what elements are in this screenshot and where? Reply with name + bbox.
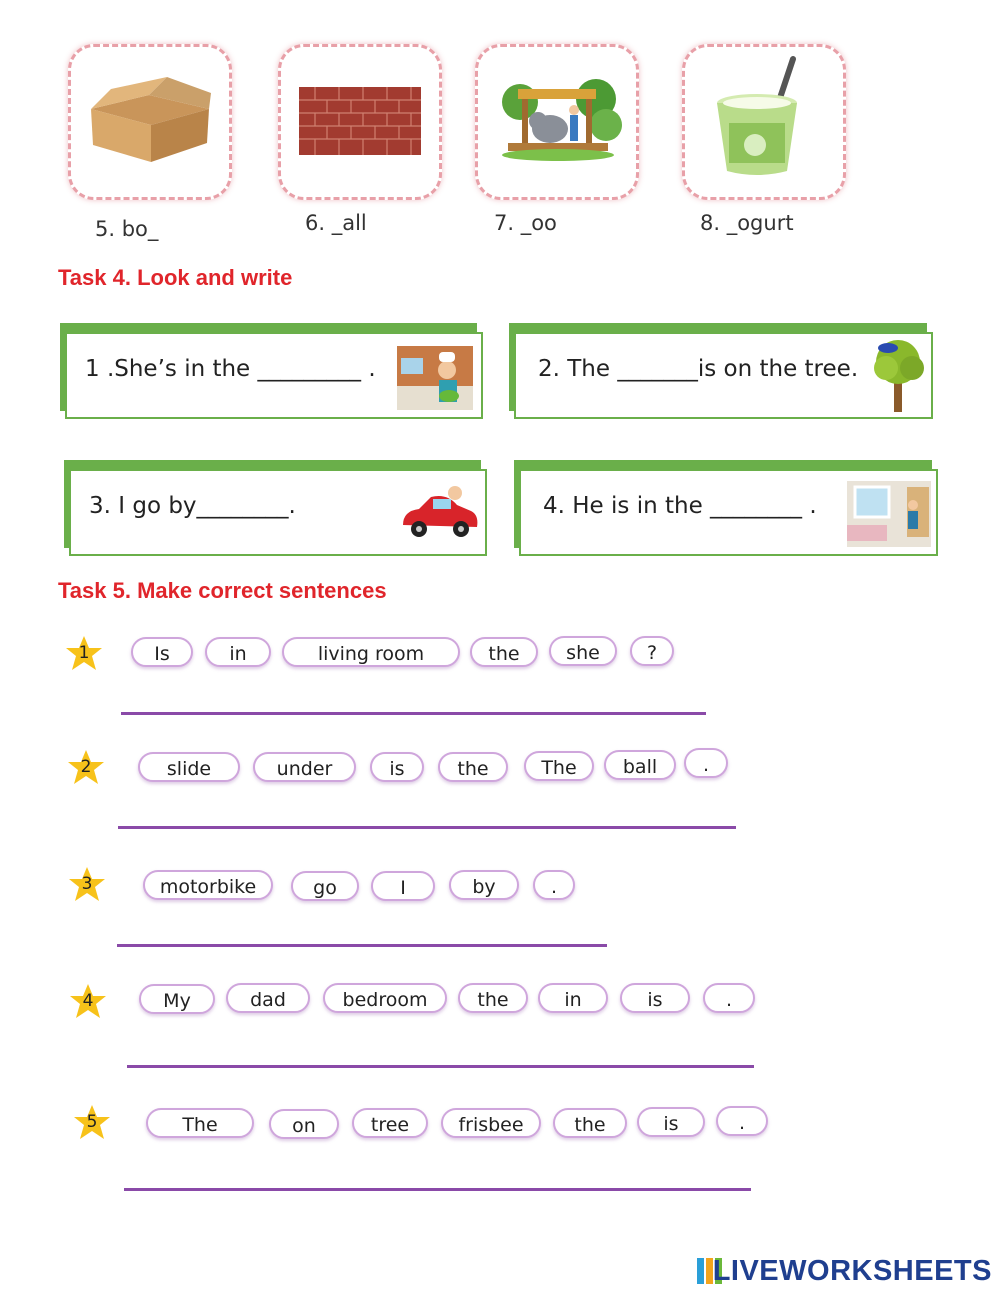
word-chip[interactable]: Is [131,637,193,667]
row-number: 1 [78,643,90,663]
wall-icon [281,47,439,197]
word-chip[interactable]: under [253,752,356,782]
picture-caption-7: 7. _oo [494,211,557,235]
word-chip[interactable]: My [139,984,215,1014]
answer-line[interactable] [127,1065,754,1068]
task4-item-4 [514,460,938,556]
task4-title: Task 4. Look and write [58,265,293,290]
word-chip[interactable]: she [549,636,617,666]
word-chip[interactable]: ball [604,750,676,780]
word-chip[interactable]: the [438,752,508,782]
word-chip[interactable]: dad [226,983,310,1013]
word-chip[interactable]: . [716,1106,768,1136]
word-chip[interactable]: on [269,1109,339,1139]
tree-icon [866,334,932,414]
word-chip[interactable]: bedroom [323,983,447,1013]
word-chip[interactable]: frisbee [441,1108,541,1138]
answer-line[interactable] [118,826,736,829]
word-chip[interactable]: motorbike [143,870,273,900]
row-number: 3 [81,874,93,894]
kitchen-icon [397,346,473,410]
row-number: 4 [82,991,94,1011]
answer-line[interactable] [117,944,607,947]
word-chip[interactable]: the [470,637,538,667]
row-number: 2 [80,757,92,777]
zoo-icon [478,47,636,197]
task4-item-text: 2. The _______is on the tree. [538,356,859,382]
picture-card-zoo [475,44,639,200]
task4-item-2 [509,323,933,419]
picture-caption-5: 5. bo_ [95,217,159,241]
word-chip[interactable]: The [146,1108,254,1138]
task4-item-text: 1 .She’s in the _________ . [85,356,376,382]
word-chip[interactable]: . [703,983,755,1013]
word-chip[interactable]: . [533,870,575,900]
row-number: 5 [86,1112,98,1132]
word-chip[interactable]: by [449,870,519,900]
task5-title: Task 5. Make correct sentences [58,578,387,603]
word-chip[interactable]: living room [282,637,460,667]
bedroom-icon [847,481,931,547]
word-chip[interactable]: the [553,1108,627,1138]
word-chip[interactable]: ? [630,636,674,666]
task4-item-text: 3. I go by________. [89,493,296,519]
word-chip[interactable]: I [371,871,435,901]
picture-caption-6: 6. _all [305,211,367,235]
word-chip[interactable]: is [620,983,690,1013]
word-chip[interactable]: is [370,752,424,782]
word-chip[interactable]: the [458,983,528,1013]
picture-card-wall [278,44,442,200]
word-chip[interactable]: . [684,748,728,778]
yogurt-icon [685,47,843,197]
word-chip[interactable]: tree [352,1108,428,1138]
word-chip[interactable]: is [637,1107,705,1137]
box-icon [71,47,229,197]
word-chip[interactable]: slide [138,752,240,782]
task4-item-3 [64,460,487,556]
car-icon [397,483,481,545]
picture-card-box [68,44,232,200]
word-chip[interactable]: in [538,983,608,1013]
word-chip[interactable]: The [524,751,594,781]
liveworksheets-brand[interactable]: LIVEWORKSHEETS [712,1255,992,1287]
word-chip[interactable]: go [291,871,359,901]
answer-line[interactable] [124,1188,751,1191]
task4-item-text: 4. He is in the ________ . [543,493,817,519]
answer-line[interactable] [121,712,706,715]
word-chip[interactable]: in [205,637,271,667]
picture-caption-8: 8. _ogurt [700,211,794,235]
task4-item-1 [60,323,483,419]
picture-card-yogurt [682,44,846,200]
